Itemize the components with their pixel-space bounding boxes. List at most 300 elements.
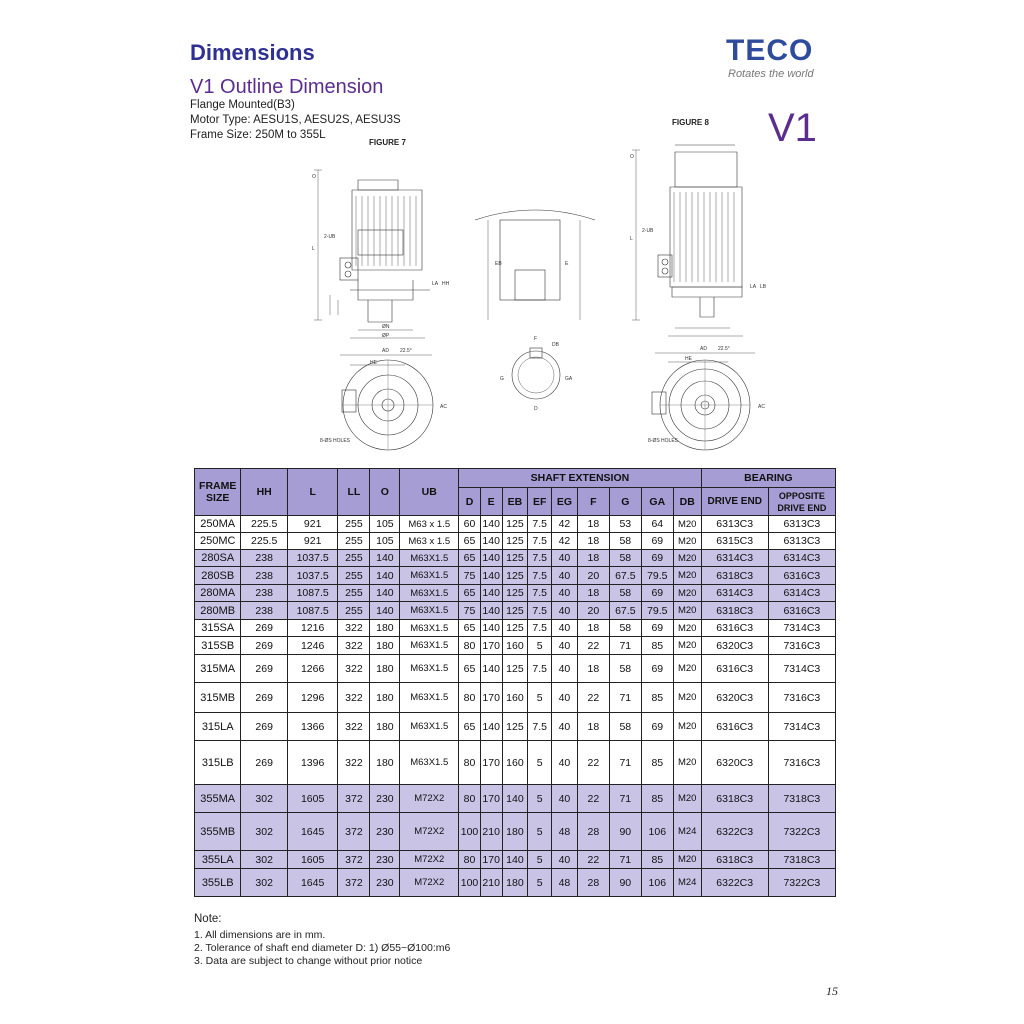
cell-d: 100 [459, 813, 481, 851]
cell-hh: 269 [241, 741, 287, 785]
table-row [195, 602, 836, 620]
cell-db: M20 [673, 516, 701, 533]
cell-de: 6318C3 [701, 602, 768, 620]
shaft-label-d: D [534, 406, 538, 412]
cell-ga: 85 [641, 683, 673, 713]
cell-ub: M63X1.5 [400, 550, 459, 567]
cell-e: 140 [480, 567, 502, 585]
cell-eb: 125 [502, 516, 528, 533]
cell-g: 58 [609, 550, 641, 567]
cell-eg: 40 [552, 713, 578, 741]
cell-frame: 315SA [195, 620, 241, 637]
cell-ll: 255 [338, 516, 370, 533]
cell-ll: 255 [338, 550, 370, 567]
group-shaft-extension: SHAFT EXTENSION [459, 469, 701, 488]
cell-g: 90 [609, 869, 641, 897]
cell-db: M20 [673, 713, 701, 741]
cell-eg: 40 [552, 637, 578, 655]
shaft-label-ga: GA [565, 376, 573, 382]
cell-db: M20 [673, 620, 701, 637]
cell-ga: 85 [641, 741, 673, 785]
cell-o: 140 [370, 602, 400, 620]
cell-ll: 322 [338, 620, 370, 637]
col-eg: EG [552, 488, 578, 516]
cell-ga: 69 [641, 550, 673, 567]
cell-f: 18 [577, 620, 609, 637]
note-item-3: 3. Data are subject to change without prior notice [194, 955, 423, 967]
cell-db: M20 [673, 785, 701, 813]
cell-ode: 6313C3 [768, 516, 835, 533]
cell-eb: 160 [502, 637, 528, 655]
table-row [195, 813, 836, 851]
cell-d: 65 [459, 620, 481, 637]
cell-g: 71 [609, 741, 641, 785]
cell-g: 71 [609, 683, 641, 713]
cell-db: M24 [673, 869, 701, 897]
cell-g: 90 [609, 813, 641, 851]
cell-ll: 322 [338, 713, 370, 741]
cell-l: 1216 [287, 620, 338, 637]
cell-frame: 315SB [195, 637, 241, 655]
cell-ll: 372 [338, 851, 370, 869]
cell-ub: M63X1.5 [400, 655, 459, 683]
cell-o: 230 [370, 813, 400, 851]
cell-o: 230 [370, 851, 400, 869]
cell-o: 180 [370, 655, 400, 683]
cell-g: 71 [609, 637, 641, 655]
cell-eb: 125 [502, 620, 528, 637]
cell-de: 6313C3 [701, 516, 768, 533]
cell-d: 65 [459, 533, 481, 550]
cell-hh: 269 [241, 683, 287, 713]
cell-frame: 250MA [195, 516, 241, 533]
cell-ll: 372 [338, 869, 370, 897]
cell-f: 20 [577, 567, 609, 585]
cell-hh: 269 [241, 637, 287, 655]
cell-g: 71 [609, 785, 641, 813]
cell-eg: 40 [552, 620, 578, 637]
col-opposite-drive-end: OPPOSITE DRIVE END [768, 488, 835, 516]
table-row [195, 869, 836, 897]
cell-e: 170 [480, 741, 502, 785]
cell-frame: 315MB [195, 683, 241, 713]
cell-ode: 6316C3 [768, 567, 835, 585]
cell-f: 22 [577, 637, 609, 655]
cell-hh: 269 [241, 713, 287, 741]
cell-db: M20 [673, 655, 701, 683]
cell-ef: 7.5 [528, 550, 552, 567]
shaft-detail [475, 210, 595, 412]
cell-l: 921 [287, 533, 338, 550]
cell-ub: M63X1.5 [400, 637, 459, 655]
figure7-label: FIGURE 7 [369, 138, 406, 147]
cell-d: 100 [459, 869, 481, 897]
page-number: 15 [826, 984, 838, 998]
cell-ub: M72X2 [400, 869, 459, 897]
cell-eg: 48 [552, 869, 578, 897]
cell-ode: 7314C3 [768, 620, 835, 637]
cell-ub: M63 x 1.5 [400, 516, 459, 533]
col-ub: UB [400, 469, 459, 516]
table-row [195, 683, 836, 713]
cell-ub: M63X1.5 [400, 741, 459, 785]
table-row [195, 851, 836, 869]
table-row [195, 741, 836, 785]
cell-ub: M63X1.5 [400, 602, 459, 620]
cell-ef: 5 [528, 813, 552, 851]
cell-hh: 302 [241, 785, 287, 813]
cell-ef: 5 [528, 785, 552, 813]
cell-eg: 40 [552, 550, 578, 567]
cell-ef: 5 [528, 869, 552, 897]
group-bearing: BEARING [701, 469, 835, 488]
cell-l: 1087.5 [287, 602, 338, 620]
fig7-label-n: ØN [382, 324, 390, 330]
cell-ub: M72X2 [400, 785, 459, 813]
cell-o: 140 [370, 585, 400, 602]
cell-g: 58 [609, 655, 641, 683]
cell-e: 170 [480, 683, 502, 713]
fig7-label-ub: 2-UB [324, 234, 336, 240]
cell-o: 180 [370, 637, 400, 655]
cell-frame: 315LA [195, 713, 241, 741]
figure7-side-view [312, 170, 450, 339]
cell-ode: 6316C3 [768, 602, 835, 620]
shaft-label-db: DB [552, 342, 559, 348]
cell-l: 1037.5 [287, 567, 338, 585]
cell-ga: 69 [641, 713, 673, 741]
cell-ef: 7.5 [528, 533, 552, 550]
cell-g: 53 [609, 516, 641, 533]
motor-type-text: Motor Type: AESU1S, AESU2S, AESU3S [190, 114, 401, 126]
cell-ga: 69 [641, 620, 673, 637]
fig8-label-ad: AD [700, 346, 707, 352]
col-f: F [577, 488, 609, 516]
cell-f: 18 [577, 713, 609, 741]
cell-l: 1087.5 [287, 585, 338, 602]
table-row [195, 785, 836, 813]
cell-ga: 64 [641, 516, 673, 533]
section-title: Dimensions [190, 40, 315, 65]
cell-eb: 125 [502, 567, 528, 585]
cell-ga: 85 [641, 637, 673, 655]
fig7-label-ad: AD [382, 348, 389, 354]
cell-f: 18 [577, 516, 609, 533]
table-row [195, 585, 836, 602]
cell-eg: 40 [552, 741, 578, 785]
fig7-label-l: L [312, 246, 315, 252]
cell-f: 20 [577, 602, 609, 620]
col-db: DB [673, 488, 701, 516]
cell-eb: 125 [502, 550, 528, 567]
figure7-front-view [320, 348, 447, 450]
cell-ef: 5 [528, 637, 552, 655]
cell-de: 6314C3 [701, 585, 768, 602]
cell-e: 140 [480, 655, 502, 683]
cell-o: 230 [370, 869, 400, 897]
table-row [195, 655, 836, 683]
cell-eb: 160 [502, 683, 528, 713]
cell-o: 140 [370, 550, 400, 567]
cell-db: M24 [673, 813, 701, 851]
cell-frame: 355MA [195, 785, 241, 813]
col-l: L [287, 469, 338, 516]
cell-ode: 7314C3 [768, 713, 835, 741]
fig7-label-ac: AC [440, 404, 447, 410]
frame-size-text: Frame Size: 250M to 355L [190, 129, 326, 141]
page-title: V1 Outline Dimension [190, 76, 384, 98]
cell-ga: 79.5 [641, 602, 673, 620]
cell-d: 60 [459, 516, 481, 533]
cell-g: 67.5 [609, 567, 641, 585]
cell-ef: 5 [528, 741, 552, 785]
cell-g: 58 [609, 620, 641, 637]
cell-e: 170 [480, 785, 502, 813]
cell-e: 140 [480, 550, 502, 567]
cell-e: 210 [480, 813, 502, 851]
cell-l: 1296 [287, 683, 338, 713]
cell-db: M20 [673, 637, 701, 655]
cell-eb: 125 [502, 602, 528, 620]
cell-l: 1246 [287, 637, 338, 655]
cell-g: 58 [609, 713, 641, 741]
col-ef: EF [528, 488, 552, 516]
cell-g: 67.5 [609, 602, 641, 620]
col-ll: LL [338, 469, 370, 516]
cell-d: 75 [459, 567, 481, 585]
cell-ub: M63X1.5 [400, 683, 459, 713]
cell-d: 80 [459, 637, 481, 655]
cell-l: 921 [287, 516, 338, 533]
logo-wordmark: TECO [726, 34, 814, 67]
cell-d: 80 [459, 785, 481, 813]
cell-e: 140 [480, 516, 502, 533]
cell-f: 18 [577, 533, 609, 550]
cell-hh: 238 [241, 585, 287, 602]
cell-e: 140 [480, 602, 502, 620]
cell-eb: 180 [502, 869, 528, 897]
cell-ll: 322 [338, 683, 370, 713]
cell-eg: 40 [552, 602, 578, 620]
cell-eg: 48 [552, 813, 578, 851]
cell-frame: 355LA [195, 851, 241, 869]
cell-ga: 106 [641, 869, 673, 897]
cell-e: 170 [480, 851, 502, 869]
cell-ef: 7.5 [528, 516, 552, 533]
cell-ga: 79.5 [641, 567, 673, 585]
cell-hh: 238 [241, 602, 287, 620]
cell-d: 80 [459, 851, 481, 869]
cell-frame: 355MB [195, 813, 241, 851]
cell-hh: 269 [241, 620, 287, 637]
cell-hh: 225.5 [241, 533, 287, 550]
table-row [195, 620, 836, 637]
cell-ef: 7.5 [528, 602, 552, 620]
cell-o: 180 [370, 741, 400, 785]
cell-ga: 69 [641, 655, 673, 683]
fig8-label-o: O [630, 154, 634, 160]
cell-l: 1037.5 [287, 550, 338, 567]
cell-f: 22 [577, 785, 609, 813]
cell-e: 210 [480, 869, 502, 897]
cell-f: 18 [577, 585, 609, 602]
cell-eb: 125 [502, 713, 528, 741]
cell-eg: 40 [552, 683, 578, 713]
dimension-table-body [195, 516, 836, 897]
col-d: D [459, 488, 481, 516]
cell-ode: 6314C3 [768, 585, 835, 602]
cell-ode: 7316C3 [768, 741, 835, 785]
cell-de: 6320C3 [701, 683, 768, 713]
cell-ub: M63 x 1.5 [400, 533, 459, 550]
cell-hh: 302 [241, 813, 287, 851]
cell-ll: 322 [338, 655, 370, 683]
figure8-label: FIGURE 8 [672, 118, 709, 127]
variant-badge: V1 [768, 106, 817, 150]
cell-e: 140 [480, 713, 502, 741]
cell-g: 71 [609, 851, 641, 869]
cell-db: M20 [673, 602, 701, 620]
cell-o: 105 [370, 516, 400, 533]
cell-de: 6318C3 [701, 851, 768, 869]
cell-ode: 7316C3 [768, 637, 835, 655]
cell-g: 58 [609, 533, 641, 550]
cell-ll: 322 [338, 637, 370, 655]
fig8-label-holes: 8-ØS HOLES [648, 438, 679, 444]
teco-logo [726, 34, 830, 68]
cell-db: M20 [673, 851, 701, 869]
cell-ll: 255 [338, 602, 370, 620]
cell-hh: 238 [241, 550, 287, 567]
cell-g: 58 [609, 585, 641, 602]
cell-ode: 6313C3 [768, 533, 835, 550]
cell-ub: M63X1.5 [400, 567, 459, 585]
col-eb: EB [502, 488, 528, 516]
cell-d: 80 [459, 683, 481, 713]
dimension-table [194, 468, 836, 897]
cell-o: 180 [370, 683, 400, 713]
cell-l: 1396 [287, 741, 338, 785]
fig8-label-ac: AC [758, 404, 765, 410]
figure8-side-view [630, 145, 767, 336]
cell-l: 1645 [287, 869, 338, 897]
cell-eb: 140 [502, 785, 528, 813]
cell-ode: 7322C3 [768, 869, 835, 897]
col-g: G [609, 488, 641, 516]
cell-db: M20 [673, 550, 701, 567]
cell-l: 1605 [287, 851, 338, 869]
cell-ga: 69 [641, 585, 673, 602]
cell-ga: 106 [641, 813, 673, 851]
col-frame-size: FRAME SIZE [195, 469, 241, 516]
cell-de: 6314C3 [701, 550, 768, 567]
cell-frame: 315MA [195, 655, 241, 683]
fig8-label-la: LA [750, 284, 757, 290]
fig8-label-l: L [630, 236, 633, 242]
cell-o: 140 [370, 567, 400, 585]
table-row [195, 713, 836, 741]
cell-ll: 322 [338, 741, 370, 785]
cell-f: 18 [577, 550, 609, 567]
cell-hh: 302 [241, 869, 287, 897]
cell-frame: 280MB [195, 602, 241, 620]
cell-de: 6322C3 [701, 869, 768, 897]
cell-de: 6318C3 [701, 785, 768, 813]
cell-l: 1266 [287, 655, 338, 683]
cell-eb: 125 [502, 655, 528, 683]
cell-ll: 372 [338, 785, 370, 813]
cell-ll: 255 [338, 585, 370, 602]
cell-e: 140 [480, 620, 502, 637]
col-o: O [370, 469, 400, 516]
cell-de: 6318C3 [701, 567, 768, 585]
fig7-label-angle: 22.5° [400, 348, 412, 354]
cell-de: 6316C3 [701, 655, 768, 683]
cell-frame: 280SB [195, 567, 241, 585]
fig7-label-holes: 8-ØS HOLES [320, 438, 351, 444]
fig8-label-he: HE [685, 356, 692, 362]
fig7-label-o: O [312, 174, 316, 180]
cell-ga: 69 [641, 533, 673, 550]
cell-d: 65 [459, 713, 481, 741]
cell-f: 18 [577, 655, 609, 683]
cell-eb: 125 [502, 533, 528, 550]
cell-ub: M72X2 [400, 851, 459, 869]
shaft-label-eb: EB [495, 261, 502, 267]
cell-ode: 7314C3 [768, 655, 835, 683]
note-item-2: 2. Tolerance of shaft end diameter D: 1) Ø55~Ø100:m6 [194, 942, 451, 954]
cell-o: 230 [370, 785, 400, 813]
cell-de: 6316C3 [701, 620, 768, 637]
cell-hh: 238 [241, 567, 287, 585]
cell-frame: 280MA [195, 585, 241, 602]
cell-l: 1645 [287, 813, 338, 851]
cell-ga: 85 [641, 851, 673, 869]
cell-ub: M63X1.5 [400, 620, 459, 637]
col-e: E [480, 488, 502, 516]
cell-d: 65 [459, 655, 481, 683]
cell-eg: 40 [552, 785, 578, 813]
cell-ode: 7318C3 [768, 851, 835, 869]
fig7-label-la: LA [432, 281, 439, 287]
cell-eg: 40 [552, 851, 578, 869]
cell-ub: M63X1.5 [400, 585, 459, 602]
cell-eb: 180 [502, 813, 528, 851]
table-row [195, 533, 836, 550]
fig7-label-p: ØP [382, 333, 390, 339]
cell-f: 28 [577, 869, 609, 897]
cell-eg: 42 [552, 533, 578, 550]
cell-eb: 125 [502, 585, 528, 602]
cell-frame: 250MC [195, 533, 241, 550]
cell-f: 22 [577, 741, 609, 785]
cell-d: 65 [459, 550, 481, 567]
cell-ub: M72X2 [400, 813, 459, 851]
cell-db: M20 [673, 741, 701, 785]
note-item-1: 1. All dimensions are in mm. [194, 929, 326, 941]
cell-d: 80 [459, 741, 481, 785]
cell-ga: 85 [641, 785, 673, 813]
shaft-label-e: E [565, 261, 569, 267]
cell-l: 1605 [287, 785, 338, 813]
cell-de: 6320C3 [701, 637, 768, 655]
fig8-label-lb: LB [760, 284, 767, 290]
note-heading: Note: [194, 913, 222, 925]
cell-e: 170 [480, 637, 502, 655]
cell-de: 6315C3 [701, 533, 768, 550]
shaft-label-g: G [500, 376, 504, 382]
cell-hh: 302 [241, 851, 287, 869]
